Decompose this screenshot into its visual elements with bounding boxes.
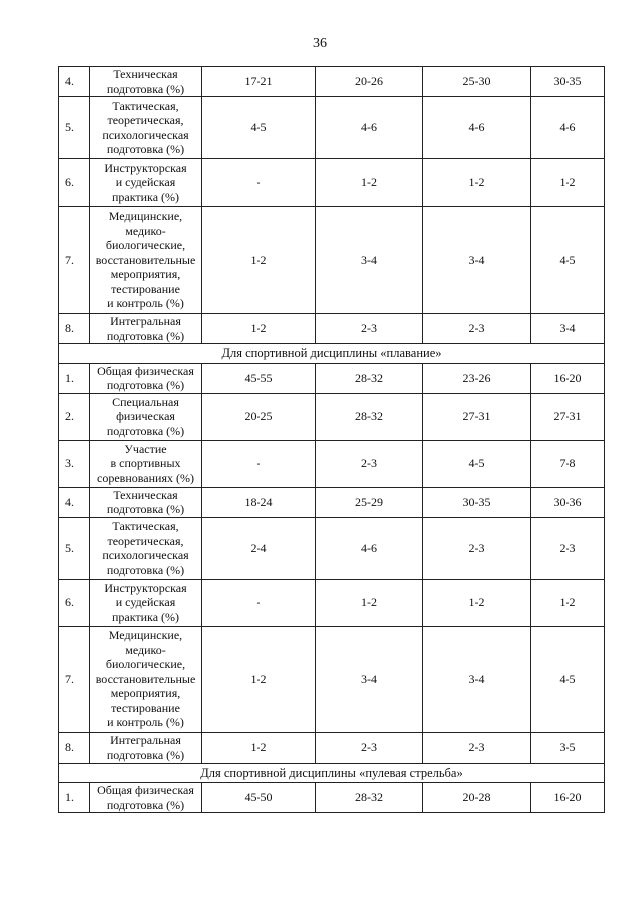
value-cell-stage-4: 3-4 bbox=[531, 314, 605, 344]
value-cell-stage-2: 4-6 bbox=[316, 97, 423, 159]
row-number: 7. bbox=[59, 207, 90, 314]
value-cell-stage-2: 4-6 bbox=[316, 517, 423, 579]
row-number: 4. bbox=[59, 67, 90, 97]
table-row bbox=[59, 517, 605, 579]
value-cell-stage-4: 7-8 bbox=[531, 440, 605, 487]
table-body bbox=[59, 67, 605, 813]
value-cell-stage-4: 1-2 bbox=[531, 159, 605, 207]
row-number: 8. bbox=[59, 732, 90, 763]
table-row bbox=[59, 207, 605, 314]
row-indicator-name: Специальная физическая подготовка (%) bbox=[90, 393, 202, 440]
row-indicator-name: Общая физическая подготовка (%) bbox=[90, 783, 202, 813]
row-indicator-name: Тактическая, теоретическая, психологическая подготовка (%) bbox=[90, 97, 202, 159]
value-cell-stage-2: 3-4 bbox=[316, 626, 423, 732]
value-cell-stage-1: 1-2 bbox=[202, 732, 316, 763]
value-cell-stage-1: 17-21 bbox=[202, 67, 316, 97]
value-cell-stage-3: 20-28 bbox=[423, 783, 531, 813]
table-row bbox=[59, 159, 605, 207]
row-number: 4. bbox=[59, 487, 90, 517]
row-indicator-name: Медицинские, медико- биологические, восстановительные мероприятия, тестирование и контроль (%) bbox=[90, 626, 202, 732]
row-number: 1. bbox=[59, 783, 90, 813]
value-cell-stage-3: 4-6 bbox=[423, 97, 531, 159]
value-cell-stage-3: 23-26 bbox=[423, 363, 531, 393]
value-cell-stage-3: 4-5 bbox=[423, 440, 531, 487]
page-number: 36 bbox=[313, 36, 327, 51]
value-cell-stage-2: 28-32 bbox=[316, 363, 423, 393]
row-indicator-name: Медицинские, медико- биологические, восстановительные мероприятия, тестирование и контроль (%) bbox=[90, 207, 202, 314]
value-cell-stage-1: 45-50 bbox=[202, 783, 316, 813]
value-cell-stage-1: - bbox=[202, 159, 316, 207]
value-cell-stage-3: 25-30 bbox=[423, 67, 531, 97]
value-cell-stage-1: - bbox=[202, 440, 316, 487]
table-row bbox=[59, 487, 605, 517]
section-row bbox=[59, 763, 605, 783]
row-indicator-name: Интегральная подготовка (%) bbox=[90, 314, 202, 344]
value-cell-stage-4: 1-2 bbox=[531, 579, 605, 626]
value-cell-stage-2: 1-2 bbox=[316, 159, 423, 207]
row-indicator-name: Интегральная подготовка (%) bbox=[90, 732, 202, 763]
row-number: 8. bbox=[59, 314, 90, 344]
value-cell-stage-2: 2-3 bbox=[316, 314, 423, 344]
value-cell-stage-4: 3-5 bbox=[531, 732, 605, 763]
value-cell-stage-4: 4-5 bbox=[531, 207, 605, 314]
value-cell-stage-2: 28-32 bbox=[316, 393, 423, 440]
row-number: 5. bbox=[59, 97, 90, 159]
table-row bbox=[59, 67, 605, 97]
value-cell-stage-2: 1-2 bbox=[316, 579, 423, 626]
section-row bbox=[59, 344, 605, 364]
table-row bbox=[59, 363, 605, 393]
value-cell-stage-2: 2-3 bbox=[316, 732, 423, 763]
value-cell-stage-3: 1-2 bbox=[423, 579, 531, 626]
value-cell-stage-1: 4-5 bbox=[202, 97, 316, 159]
value-cell-stage-4: 4-5 bbox=[531, 626, 605, 732]
row-indicator-name: Общая физическая подготовка (%) bbox=[90, 363, 202, 393]
value-cell-stage-3: 2-3 bbox=[423, 314, 531, 344]
row-indicator-name: Техническая подготовка (%) bbox=[90, 487, 202, 517]
training-distribution-table bbox=[58, 66, 605, 813]
row-indicator-name: Техническая подготовка (%) bbox=[90, 67, 202, 97]
row-number: 6. bbox=[59, 159, 90, 207]
value-cell-stage-3: 2-3 bbox=[423, 517, 531, 579]
value-cell-stage-3: 30-35 bbox=[423, 487, 531, 517]
row-number: 1. bbox=[59, 363, 90, 393]
value-cell-stage-1: - bbox=[202, 579, 316, 626]
value-cell-stage-4: 2-3 bbox=[531, 517, 605, 579]
table-row bbox=[59, 783, 605, 813]
value-cell-stage-2: 25-29 bbox=[316, 487, 423, 517]
value-cell-stage-4: 16-20 bbox=[531, 363, 605, 393]
value-cell-stage-2: 20-26 bbox=[316, 67, 423, 97]
value-cell-stage-2: 2-3 bbox=[316, 440, 423, 487]
row-number: 6. bbox=[59, 579, 90, 626]
table-row bbox=[59, 393, 605, 440]
value-cell-stage-1: 2-4 bbox=[202, 517, 316, 579]
value-cell-stage-4: 30-35 bbox=[531, 67, 605, 97]
value-cell-stage-3: 3-4 bbox=[423, 626, 531, 732]
value-cell-stage-1: 1-2 bbox=[202, 314, 316, 344]
row-indicator-name: Инструкторская и судейская практика (%) bbox=[90, 159, 202, 207]
value-cell-stage-3: 2-3 bbox=[423, 732, 531, 763]
value-cell-stage-3: 27-31 bbox=[423, 393, 531, 440]
value-cell-stage-1: 1-2 bbox=[202, 626, 316, 732]
value-cell-stage-2: 3-4 bbox=[316, 207, 423, 314]
section-title: Для спортивной дисциплины «плавание» bbox=[59, 344, 605, 364]
table-row bbox=[59, 579, 605, 626]
row-number: 5. bbox=[59, 517, 90, 579]
value-cell-stage-4: 4-6 bbox=[531, 97, 605, 159]
value-cell-stage-1: 45-55 bbox=[202, 363, 316, 393]
row-indicator-name: Участие в спортивных соревнованиях (%) bbox=[90, 440, 202, 487]
value-cell-stage-4: 16-20 bbox=[531, 783, 605, 813]
table-row bbox=[59, 97, 605, 159]
value-cell-stage-1: 20-25 bbox=[202, 393, 316, 440]
table-row bbox=[59, 440, 605, 487]
table-row bbox=[59, 732, 605, 763]
value-cell-stage-2: 28-32 bbox=[316, 783, 423, 813]
value-cell-stage-1: 18-24 bbox=[202, 487, 316, 517]
table-row bbox=[59, 314, 605, 344]
row-indicator-name: Тактическая, теоретическая, психологическая подготовка (%) bbox=[90, 517, 202, 579]
section-title: Для спортивной дисциплины «пулевая стрельба» bbox=[59, 763, 605, 783]
value-cell-stage-3: 3-4 bbox=[423, 207, 531, 314]
value-cell-stage-1: 1-2 bbox=[202, 207, 316, 314]
value-cell-stage-3: 1-2 bbox=[423, 159, 531, 207]
row-number: 2. bbox=[59, 393, 90, 440]
row-number: 3. bbox=[59, 440, 90, 487]
row-indicator-name: Инструкторская и судейская практика (%) bbox=[90, 579, 202, 626]
row-number: 7. bbox=[59, 626, 90, 732]
value-cell-stage-4: 27-31 bbox=[531, 393, 605, 440]
value-cell-stage-4: 30-36 bbox=[531, 487, 605, 517]
table-row bbox=[59, 626, 605, 732]
